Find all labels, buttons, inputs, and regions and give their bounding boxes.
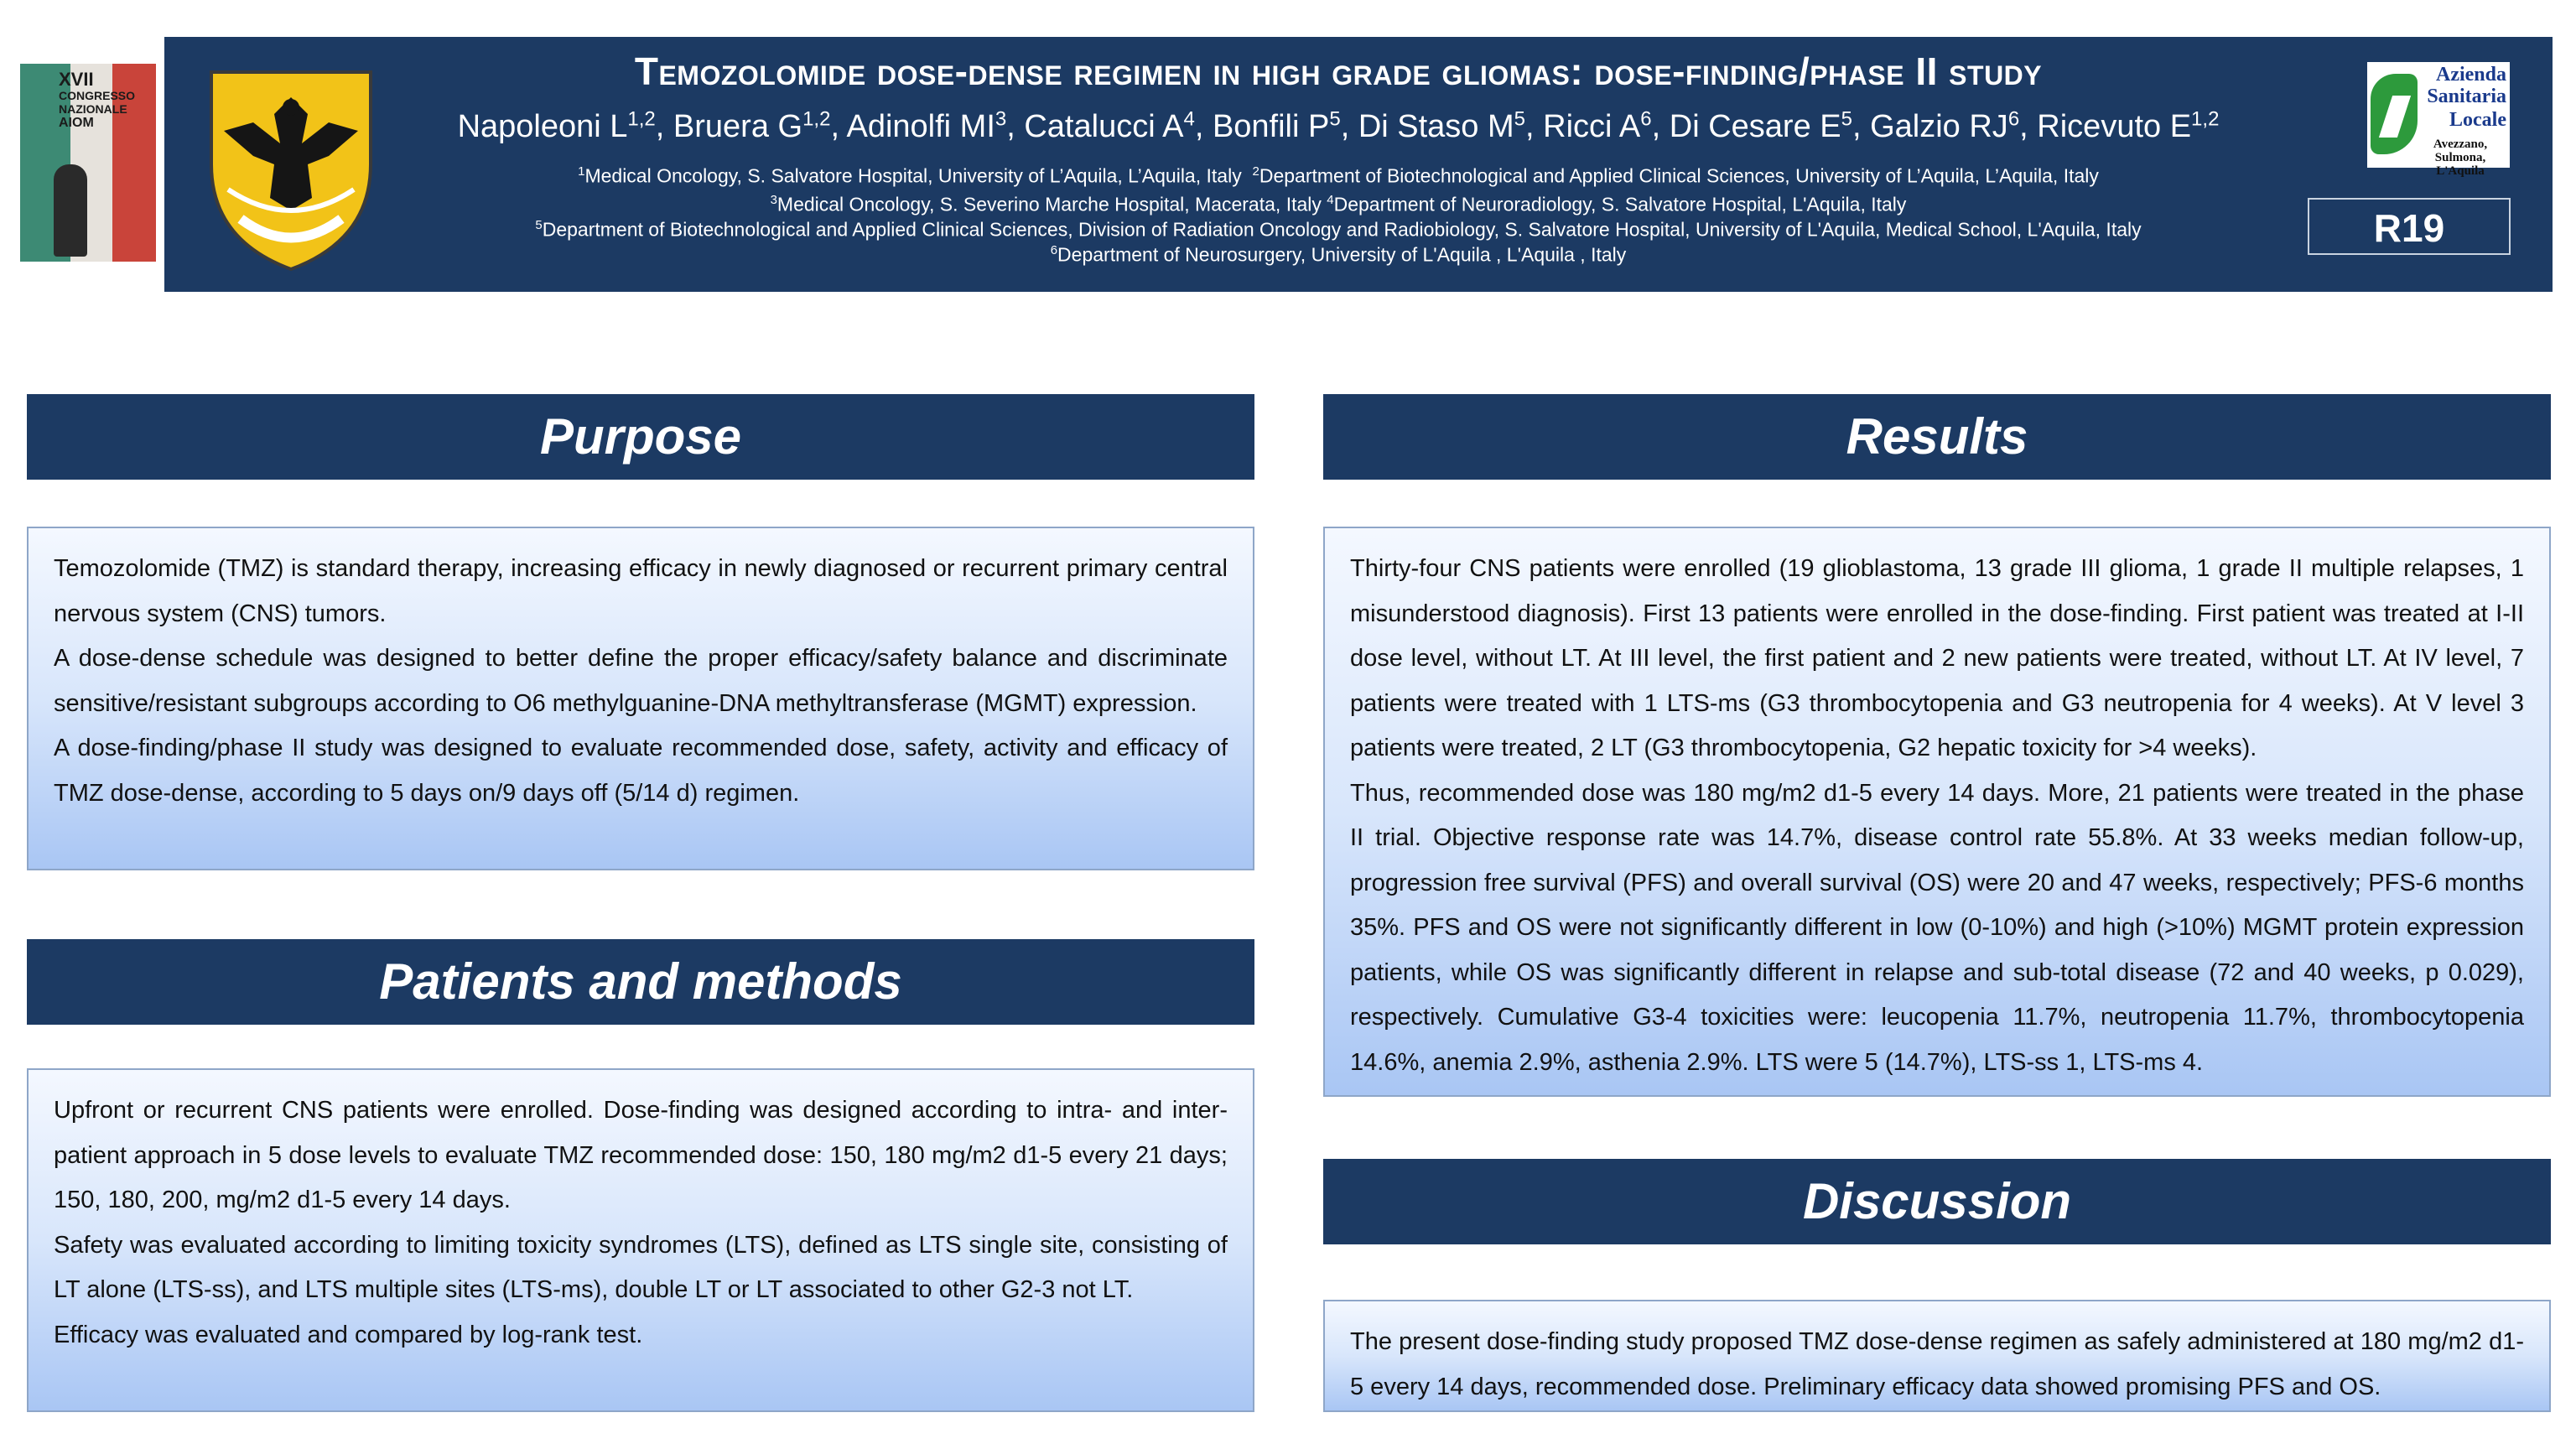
methods-paragraph: Upfront or recurrent CNS patients were enrolled. Dose-finding was designed according to intra- and inter-patient approach in 5 dose levels to evaluate TMZ recommended dose: 150, 180 mg/m2 d1-5 every 21 days; 150, 180, 200, mg/m2 d1-5 every 14 days. — [54, 1097, 1228, 1213]
methods-box — [27, 1068, 1254, 1412]
purpose-paragraph: Temozolomide (TMZ) is standard therapy, increasing efficacy in newly diagnosed or recurrent primary central nervous system (CNS) tumors. — [54, 555, 1228, 627]
purpose-paragraph: A dose-dense schedule was designed to better define the proper efficacy/safety balance and discriminate sensitive/resistant subgroups according to O6 methylguanine-DNA methyltransferase (MGMT) expression. — [54, 645, 1228, 717]
purpose-box — [27, 527, 1254, 870]
author: Galzio $RJ^6$ — [1870, 107, 2020, 144]
logo-figure — [54, 164, 87, 257]
methods-paragraph: Safety was evaluated according to limiting toxicity syndromes (LTS), defined as LTS single site, consisting of LT alone (LTS-ss), and LTS multiple sites (LTS-ms), double LT or LT associated to other G2-3 not LT. — [54, 1231, 1228, 1303]
asl-logo-line: Azienda — [2436, 64, 2506, 86]
results-box — [1323, 527, 2551, 1097]
university-crest-icon — [203, 64, 379, 273]
congress-logo-text — [59, 70, 151, 131]
author: Bruera G$^{1,2}$ — [673, 107, 831, 144]
asl-logo — [2367, 62, 2510, 178]
author: Adinolfi $MI^3$ — [846, 107, 1007, 144]
methods-heading: Patients and methods — [27, 939, 1254, 1025]
author: Bonfili $P^5$ — [1212, 107, 1341, 144]
poster-code: R19 — [2308, 198, 2511, 255]
asl-logo-line: Avezzano, Sulmona, L'Aquila — [2433, 138, 2488, 178]
author: Di Cesare $E^5$ — [1669, 107, 1852, 144]
congress-logo-line: XVII — [59, 69, 94, 90]
congress-logo-line: AIOM — [59, 116, 94, 130]
asl-logo-line: Locale — [2449, 109, 2506, 131]
congress-logo — [20, 64, 156, 262]
author-list: Napoleoni L$^{1,2}$, Bruera G$^{1,2}$, Adinolfi $MI^3$, Catalucci $A^4$, Bonfili $P^5$, Di Staso $M^5$, Ricci $A^6$, Di Cesare $E^5$, Galzio $RJ^6$, Ricevuto E$^{1,2}$ — [457, 107, 2220, 144]
poster-title: Temozolomide dose-dense regimen in high grade gliomas: dose-finding/phase II study — [634, 49, 2043, 93]
affiliation-line: $^3$Medical Oncology, S. Severino Marche Hospital, Macerata, Italy $^4$Department of Neuroradiology, S. Salvatore Hospital, L'Aquila, Italy — [770, 193, 1907, 216]
affiliation-line: $^5$Department of Biotechnological and Applied Clinical Sciences, Division of Radiation Oncology and Radiobiology, S. Salvatore Hospital, University of L'Aquila, Medical School, L'Aquila, Italy — [535, 218, 2142, 241]
purpose-heading: Purpose — [27, 394, 1254, 480]
purpose-paragraph: A dose-finding/phase II study was designed to evaluate recommended dose, safety, activity and efficacy of TMZ dose-dense, according to 5 days on/9 days off (5/14 d) regimen. — [54, 735, 1228, 807]
discussion-heading: Discussion — [1323, 1159, 2551, 1244]
author: Ricci $A^6$ — [1543, 107, 1652, 144]
asl-logo-line: Sanitaria — [2427, 86, 2506, 107]
congress-logo-line: CONGRESSO — [59, 89, 136, 102]
header-banner — [164, 37, 2553, 292]
affiliation-line: $^1$Medical Oncology, S. Salvatore Hospital, University of L’Aquila, L’Aquila, Italy $^2$Department of Biotechnological and Applied Clinical Sciences, University of L’Aquila, L’Aquila, Italy — [578, 164, 2099, 187]
congress-logo-line: NAZIONALE — [59, 102, 127, 116]
methods-paragraph: Efficacy was evaluated and compared by log-rank test. — [54, 1321, 643, 1348]
results-paragraph: Thus, recommended dose was 180 mg/m2 d1-5 every 14 days. More, 21 patients were treated in the phase II trial. Objective response rate was 14.7%, disease control rate 55.8%. At 33 weeks median follow-up, progression free survival (PFS) and overall survival (OS) were 20 and 47 weeks, respectively; PFS-6 months 35%. PFS and OS were not significantly different in low (0-10%) and high (>10%) MGMT protein expression patients, while OS was significantly different in relapse and sub-total disease (72 and 40 weeks, p 0.029), respectively. Cumulative G3-4 toxicities were: leucopenia 11.7%, neutropenia 11.7%, thrombocytopenia 14.6%, anemia 2.9%, asthenia 2.9%. LTS were 5 (14.7%), LTS-ss 1, LTS-ms 4. — [1350, 779, 2524, 1076]
author: Napoleoni L$^{1,2}$ — [457, 107, 656, 144]
author: Ricevuto E$^{1,2}$ — [2037, 107, 2220, 144]
author: Di Staso $M^5$ — [1358, 107, 1526, 144]
author: Catalucci $A^4$ — [1024, 107, 1195, 144]
results-heading: Results — [1323, 394, 2551, 480]
discussion-box — [1323, 1300, 2551, 1412]
results-paragraph: Thirty-four CNS patients were enrolled (19 glioblastoma, 13 grade III glioma, 1 grade II multiple relapses, 1 misunderstood diagnosis). First 13 patients were enrolled in the dose-finding. First patient was treated at I-II dose level, without LT. At III level, the first patient and 2 new patients were treated, without LT. At IV level, 7 patients were treated with 1 LTS-ms (G3 thrombocytopenia and G3 neutropenia for 4 weeks). At V level 3 patients were treated, 2 LT (G3 thrombocytopenia, G2 hepatic toxicity for >4 weeks). — [1350, 555, 2524, 761]
discussion-paragraph: The present dose-finding study proposed TMZ dose-dense regimen as safely administered at 180 mg/m2 d1-5 every 14 days, recommended dose. Preliminary efficacy data showed promising PFS and OS. — [1350, 1328, 2524, 1400]
affiliation-line: $^6$Department of Neurosurgery, University of L'Aquila , L'Aquila , Italy — [1050, 243, 1627, 266]
